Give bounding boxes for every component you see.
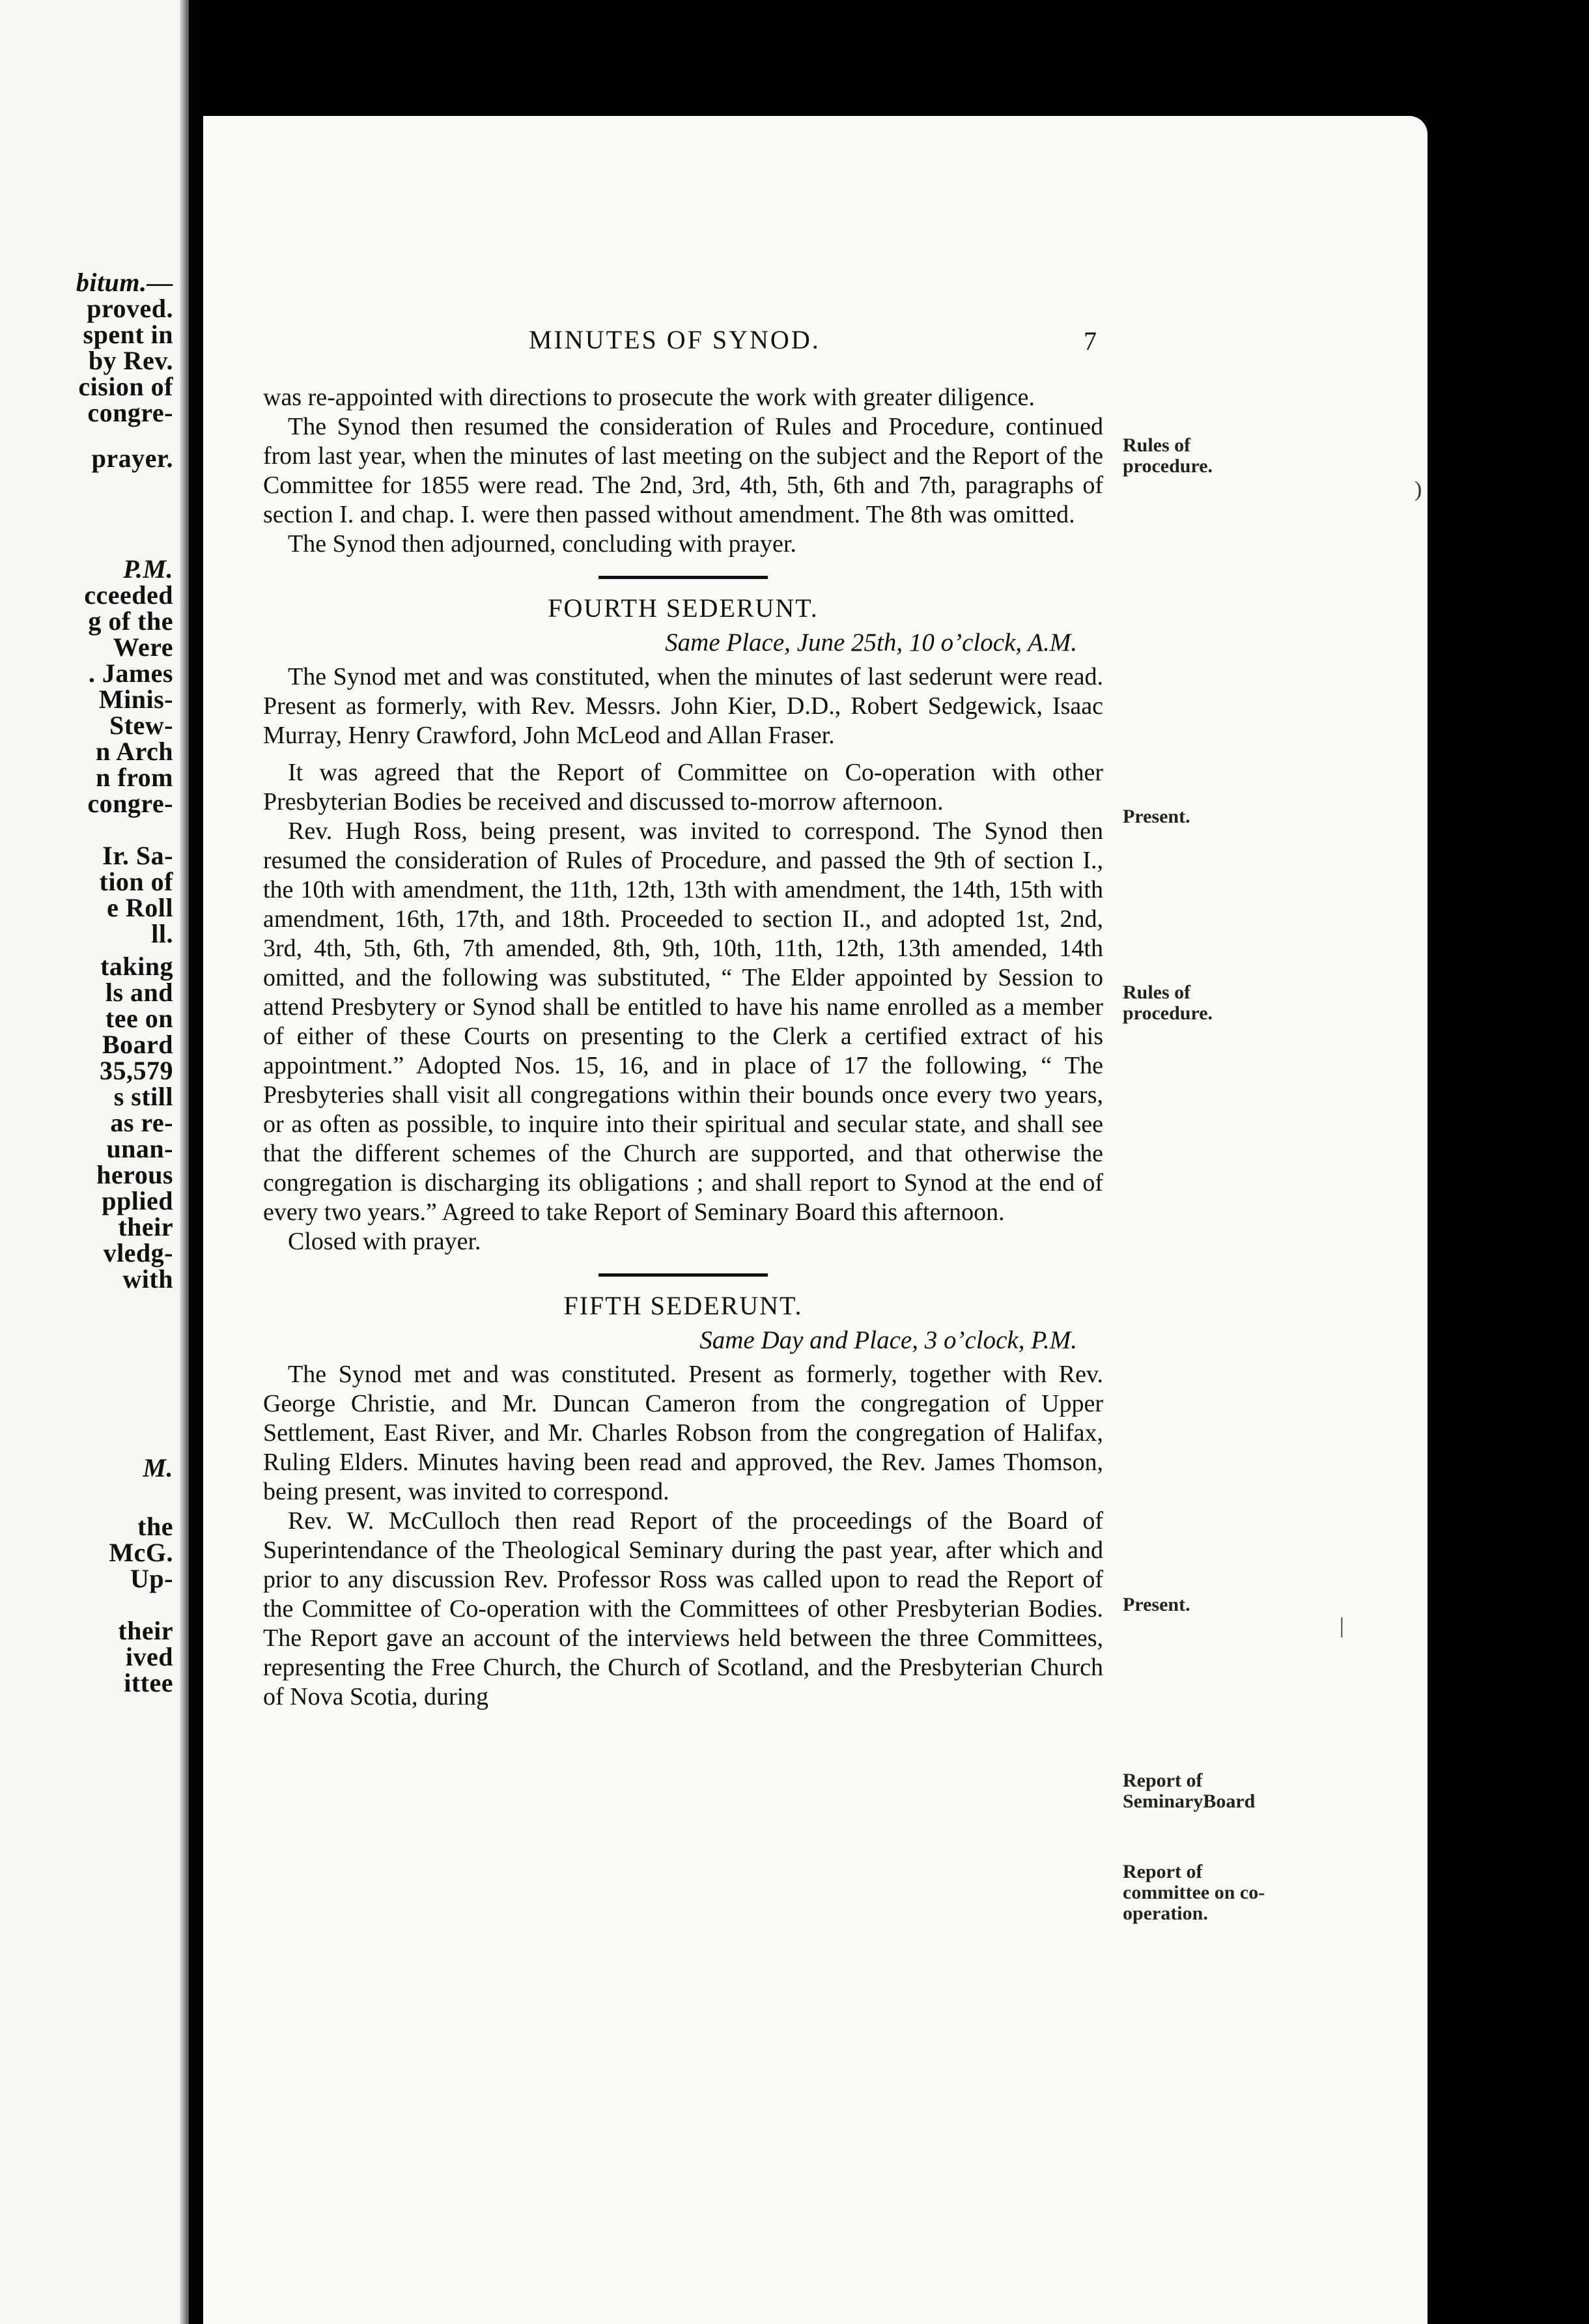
previous-page-line: proved. bbox=[87, 294, 173, 323]
section-dateline: Same Place, June 25th, 10 o’clock, A.M. bbox=[665, 629, 1077, 657]
previous-page-line: e Roll bbox=[107, 893, 173, 922]
previous-page-line: 35,579 bbox=[100, 1056, 173, 1085]
previous-page-line: congre- bbox=[87, 789, 173, 818]
previous-page-line: congre- bbox=[87, 398, 173, 427]
previous-page-line: Up- bbox=[130, 1564, 173, 1593]
paragraph: The Synod then adjourned, concluding with prayer. bbox=[288, 530, 796, 558]
previous-page-line: the bbox=[137, 1512, 173, 1541]
previous-page-fragment bbox=[0, 0, 189, 2324]
previous-page-line: tee on bbox=[105, 1004, 173, 1033]
book-gutter bbox=[180, 0, 189, 2324]
previous-page-line: Ir. Sa- bbox=[102, 841, 173, 870]
previous-page-line: their bbox=[118, 1212, 173, 1241]
page-body bbox=[263, 383, 1103, 1712]
previous-page-line: g of the bbox=[88, 606, 173, 636]
paragraph: The Synod then resumed the consideration of Rules and Procedure, continued from last year, when the minutes of last meeting on the subject and the Report of the Committee for 1855 were read. The 2nd, 3rd, 4th, 5th, 6th and 7th, paragraphs of section I. and chap. I. were then passed without amendment. The 8th was omitted. bbox=[263, 413, 1103, 528]
previous-page-line: s still bbox=[113, 1082, 173, 1111]
previous-page-line: tion of bbox=[99, 867, 173, 896]
previous-page-line: taking bbox=[100, 952, 173, 981]
previous-page-line: Minis- bbox=[98, 685, 173, 714]
page-number: 7 bbox=[1084, 326, 1097, 356]
side-note-rules-of-procedure: Rules of procedure. bbox=[1123, 434, 1213, 477]
previous-page-line: prayer. bbox=[91, 444, 173, 473]
previous-page-line: herous bbox=[96, 1160, 173, 1189]
section-dateline: Same Day and Place, 3 o’clock, P.M. bbox=[699, 1326, 1077, 1354]
side-note-cooperation: Report of committee on co-operation. bbox=[1123, 1861, 1265, 1924]
paragraph: It was agreed that the Report of Committee on Co-operation with other Presbyterian Bodies be received and discussed to-morrow afternoon. bbox=[263, 759, 1103, 815]
margin-mark: | bbox=[1340, 1614, 1344, 1638]
side-note-seminary-board: Report of SeminaryBoard bbox=[1123, 1770, 1256, 1812]
previous-page-line: P.M. bbox=[123, 554, 173, 584]
margin-mark: ) bbox=[1414, 477, 1422, 502]
previous-page-line: cceeded bbox=[84, 580, 173, 610]
previous-page-line: unan- bbox=[106, 1134, 173, 1163]
page-divider bbox=[189, 0, 203, 2324]
side-note-rules-of-procedure: Rules of procedure. bbox=[1123, 982, 1213, 1024]
section-heading: FIFTH SEDERUNT. bbox=[563, 1291, 803, 1320]
paragraph: was re-appointed with directions to prosecute the work with greater diligence. bbox=[263, 384, 1035, 411]
paragraph: The Synod met and was constituted, when the minutes of last sederunt were read. Present as formerly, with Rev. Messrs. John Kier, D.D., Robert Sedgewick, Isaac Murray, Henry Crawford, John McLeod and Allan Fraser. bbox=[263, 663, 1103, 749]
previous-page-line: as re- bbox=[110, 1108, 173, 1137]
previous-page-line: by Rev. bbox=[88, 346, 173, 375]
previous-page-line: their bbox=[118, 1616, 173, 1645]
previous-page-line: ived bbox=[125, 1642, 173, 1671]
section-heading: FOURTH SEDERUNT. bbox=[548, 593, 819, 623]
previous-page-line: vledg- bbox=[103, 1238, 173, 1268]
paragraph: Closed with prayer. bbox=[288, 1228, 481, 1255]
previous-page-line: Were bbox=[113, 632, 173, 662]
previous-page-line: Stew- bbox=[109, 711, 173, 740]
previous-page-line: Board bbox=[102, 1030, 173, 1059]
document-page bbox=[203, 116, 1427, 2324]
side-note-present: Present. bbox=[1123, 806, 1190, 827]
running-title: MINUTES OF SYNOD. bbox=[529, 325, 821, 354]
previous-page-line: ll. bbox=[151, 919, 173, 948]
section-rule bbox=[598, 576, 768, 579]
previous-page-line: pplied bbox=[102, 1186, 173, 1215]
side-note-present: Present. bbox=[1123, 1594, 1190, 1615]
previous-page-line: McG. bbox=[109, 1538, 173, 1567]
previous-page-line: ittee bbox=[124, 1668, 173, 1697]
paragraph: Rev. W. McCulloch then read Report of the proceedings of the Board of Superintendance of the Theological Seminary during the past year, after which and prior to any discussion Rev. Professor Ross was called upon to read the Report of the Committee of Co-operation with the Committees of other Presbyterian Bodies. The Report gave an account of the interviews held between the three Committees, representing the Free Church, the Church of Scotland, and the Presbyterian Church of Nova Scotia, during bbox=[263, 1507, 1103, 1710]
previous-page-line: n from bbox=[96, 763, 173, 792]
previous-page-line: n Arch bbox=[96, 737, 173, 766]
previous-page-line: with bbox=[122, 1264, 173, 1294]
previous-page-line: M. bbox=[143, 1453, 173, 1482]
previous-page-line: . James bbox=[88, 659, 173, 688]
paragraph: Rev. Hugh Ross, being present, was invited to correspond. The Synod then resumed the consideration of Rules of Procedure, and passed the 9th of section I., the 10th with amendment, the 11th, 12th, 13th with amendment, the 14th, 15th with amendment, 16th, 17th, and 18th. Proceeded to section II., and adopted 1st, 2nd, 3rd, 4th, 5th, 6th, 7th amended, 8th, 9th, 10th, 11th, 12th, 13th amended, 14th omitted, and the following was substituted, “ The Elder appointed by Session to attend Presbytery or Synod shall be entitled to have his name enrolled as a member of either of these Courts on presenting to the Clerk a certified extract of his appointment.” Adopted Nos. 15, 16, and in place of 17 the following, “ The Presbyteries shall visit all congregations within their bounds once every two years, or as often as possible, to inquire into their spiritual and secular state, and shall see that the different schemes of the Church are supported, and that otherwise the congregation is discharging its obligations ; and shall report to Synod at the end of every two years.” Agreed to take Report of Seminary Board this afternoon. bbox=[263, 817, 1103, 1226]
previous-page-line: bitum.— bbox=[76, 268, 173, 297]
paragraph: The Synod met and was constituted. Present as formerly, together with Rev. George Christie, and Mr. Duncan Cameron from the congregation of Upper Settlement, East River, and Mr. Charles Robson from the congregation of Halifax, Ruling Elders. Minutes having been read and approved, the Rev. James Thomson, being present, was invited to correspond. bbox=[263, 1361, 1103, 1505]
section-rule bbox=[598, 1273, 768, 1277]
previous-page-line: cision of bbox=[78, 372, 173, 401]
previous-page-line: ls and bbox=[105, 978, 173, 1007]
previous-page-line: spent in bbox=[83, 320, 173, 349]
